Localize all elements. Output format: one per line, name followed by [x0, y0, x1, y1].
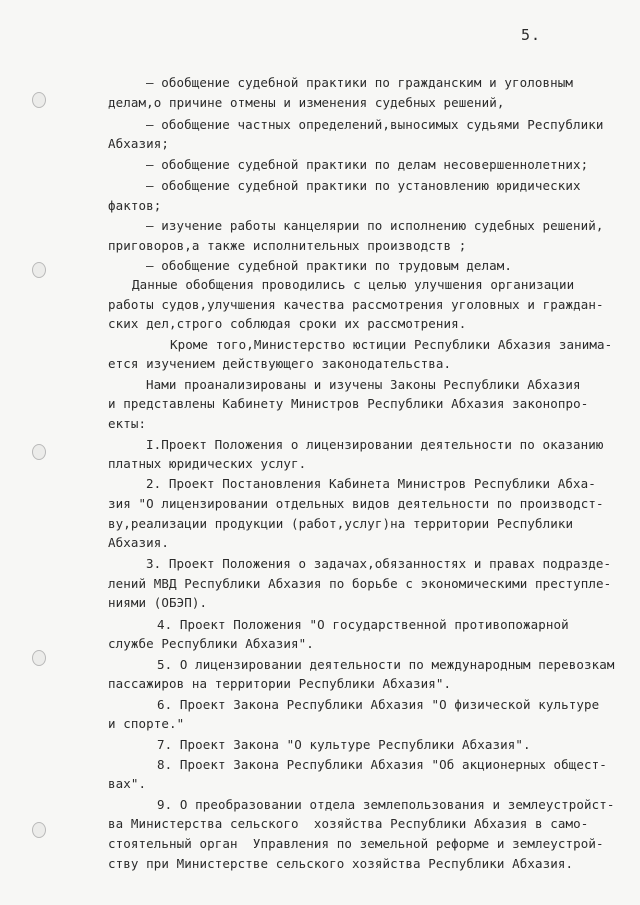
text-line: ству при Министерстве сельского хозяйства Республики Абхазия.	[108, 856, 574, 871]
text-line: лений МВД Республики Абхазия по борьбе с экономическими преступле-	[108, 576, 612, 591]
text-line: платных юридических услуг.	[108, 456, 307, 471]
text-line: 6. Проект Закона Республики Абхазия "О физической культуре	[157, 697, 600, 712]
text-line: и представлены Кабинету Министров Республики Абхазия законопро-	[108, 396, 589, 411]
punch-hole-mark	[32, 650, 46, 666]
text-line: зия "О лицензировании отдельных видов деятельности по производст-	[108, 496, 604, 511]
text-line: ется изучением действующего законодательства.	[108, 356, 452, 371]
text-line: Кроме того,Министерство юстиции Республики Абхазия занима-	[170, 337, 613, 352]
text-line: фактов;	[108, 198, 162, 213]
text-line: – обобщение судебной практики по трудовым делам.	[146, 258, 513, 273]
text-line: Данные обобщения проводились с целью улучшения организации	[132, 277, 575, 292]
text-line: ских дел,строго соблюдая сроки их рассмотрения.	[108, 316, 467, 331]
page-number: 5.	[521, 26, 542, 44]
text-line: 3. Проект Положения о задачах,обязанностях и правах подразде-	[146, 556, 612, 571]
text-line: 7. Проект Закона "О культуре Республики Абхазия".	[157, 737, 531, 752]
text-line: 4. Проект Положения "О государственной противопожарной	[157, 617, 569, 632]
text-line: делам,о причине отмены и изменения судебных решений,	[108, 95, 505, 110]
text-line: 5. О лицензировании деятельности по международным перевозкам	[157, 657, 615, 672]
text-line: ва Министерства сельского хозяйства Республики Абхазия в само-	[108, 816, 589, 831]
punch-hole-mark	[32, 262, 46, 278]
text-line: вах".	[108, 776, 147, 791]
text-line: 2. Проект Постановления Кабинета Министров Республики Абха-	[146, 476, 596, 491]
punch-hole-mark	[32, 444, 46, 460]
text-line: работы судов,улучшения качества рассмотрения уголовных и граждан-	[108, 297, 604, 312]
text-line: – обобщение судебной практики по установлению юридических	[146, 178, 581, 193]
text-line: екты:	[108, 416, 147, 431]
punch-hole-mark	[32, 822, 46, 838]
punch-hole-mark	[32, 92, 46, 108]
text-line: 8. Проект Закона Республики Абхазия "Об акционерных общест-	[157, 757, 607, 772]
text-line: – изучение работы канцелярии по исполнению судебных решений,	[146, 218, 604, 233]
text-line: – обобщение частных определений,выносимых судьями Республики	[146, 117, 604, 132]
text-line: 9. О преобразовании отдела землепользования и землеустройст-	[157, 797, 615, 812]
text-line: – обобщение судебной практики по делам несовершеннолетних;	[146, 157, 589, 172]
text-line: и спорте."	[108, 716, 185, 731]
text-line: приговоров,а также исполнительных производств ;	[108, 238, 467, 253]
text-line: Нами проанализированы и изучены Законы Республики Абхазия	[146, 377, 581, 392]
text-line: ниями (ОБЭП).	[108, 595, 208, 610]
text-line: ву,реализации продукции (работ,услуг)на территории Республики	[108, 516, 574, 531]
text-line: службе Республики Абхазия".	[108, 636, 314, 651]
text-line: I.Проект Положения о лицензировании деятельности по оказанию	[146, 437, 604, 452]
text-line: – обобщение судебной практики по гражданским и уголовным	[146, 75, 574, 90]
text-line: стоятельный орган Управления по земельной реформе и землеустрой-	[108, 836, 604, 851]
text-line: пассажиров на территории Республики Абхазия".	[108, 676, 452, 691]
text-line: Абхазия;	[108, 136, 170, 151]
text-line: Абхазия.	[108, 535, 170, 550]
